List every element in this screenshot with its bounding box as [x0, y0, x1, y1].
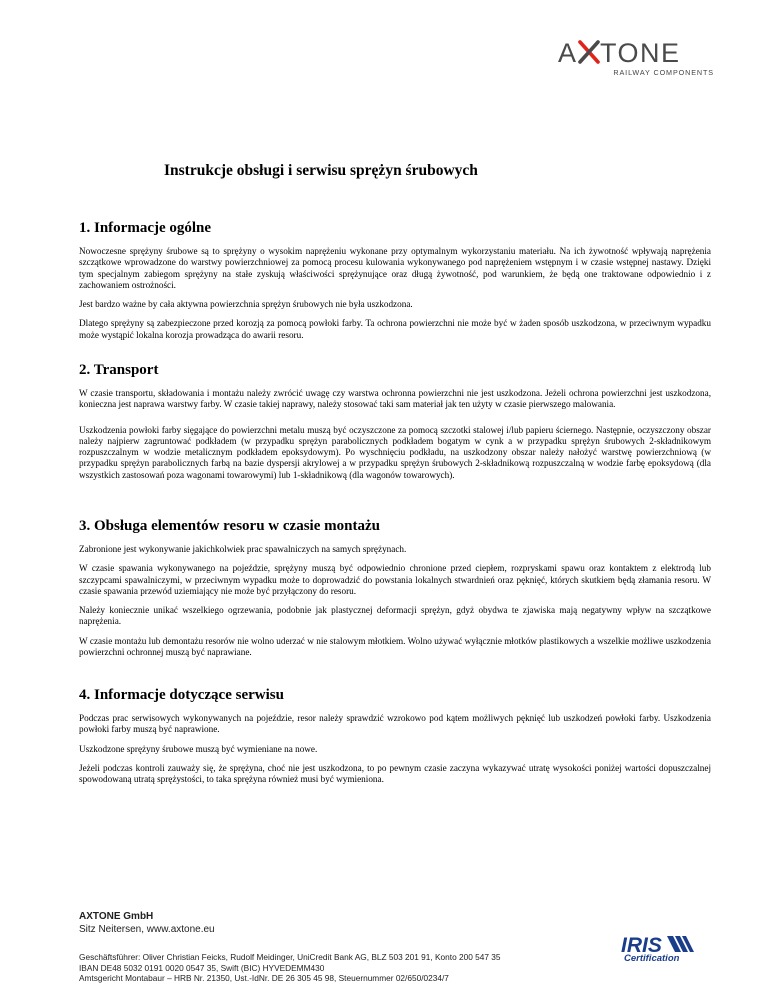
- paragraph: Jeżeli podczas kontroli zauważy się, że sprężyna, choć nie jest uszkodzona, to po pewnym czasie zaczyna wykazywać utratę wysokości poniżej wartości dopuszczalnej spowodowaną utratą sprężystości, to taka sprężyna również musi być wymieniona.: [79, 762, 711, 785]
- logo-x-mark: [580, 42, 598, 62]
- footer-legal-line: Amtsgericht Montabaur – HRB Nr. 21350, Ust.-IdNr. DE 26 305 45 98, Steuernummer 02/650/0234/7: [79, 973, 449, 983]
- paragraph: Uszkodzenia powłoki farby sięgające do powierzchni metalu muszą być oczyszczone za pomocą szczotki stalowej i/lub papieru ściernego. Następnie, oczyszczony obszar należy najpierw zagruntować podkładem (w przypadku sprężyn parabolicznych podkładem bogatym w cynk a w przypadku sprężyn śrubowych 2-składnikowym rozpuszczalnym w wodzie metalicznym podkładem epoksydowym). Po wyschnięciu podkładu, na uszkodzony obszar należy nałożyć warstwę powierzchniową (w przypadku sprężyn parabolicznych farbą na bazie dyspersji akrylowej a w przypadku sprężyn śrubowych 2-składnikową rozpuszczalną w wodzie farbę epoksydową (dla wszystkich zastosowań poza wagonami towarowymi) lub 1-składnikową (dla wagonów towarowych).: [79, 424, 711, 480]
- footer-company-seat: Sitz Neitersen, www.axtone.eu: [79, 924, 215, 935]
- paragraph: Jest bardzo ważne by cała aktywna powierzchnia sprężyn śrubowych nie była uszkodzona.: [79, 299, 413, 310]
- paragraph: Należy koniecznie unikać wszelkiego ogrzewania, podobnie jak plastycznej deformacji sprężyn, gdyż obydwa te zjawiska mają negatywny wpływ na szczątkowe naprężenia.: [79, 605, 711, 627]
- footer-legal-info: [79, 952, 619, 984]
- paragraph: W czasie montażu lub demontażu resorów nie wolno uderzać w nie stalowym młotkiem. Wolno używać wyłącznie młotków plastikowych a wszelkie możliwe uszkodzenia powierzchni ochronnej muszą być naprawiane.: [79, 635, 711, 658]
- logo-tagline: RAILWAY COMPONENTS: [613, 68, 714, 77]
- paragraph: Zabronione jest wykonywanie jakichkolwiek prac spawalniczych na samych sprężynach.: [79, 544, 407, 554]
- logo-letters-tone: TONE: [600, 38, 681, 66]
- footer-legal-line: IBAN DE48 5032 0191 0020 0547 35, Swift (BIC) HYVEDEMM430: [79, 962, 325, 973]
- paragraph: Nowoczesne sprężyny śrubowe są to sprężyny o wysokim naprężeniu wykonane przy optymalnym wykorzystaniu materiału. Na ich żywotność wpływają naprężenia szczątkowe wprowadzone do warstwy powierzchniowej za pomocą procesu kulowania wykonywanego pod naprężeniem wstępnym i w czasie wstępnej nastawy. Dzięki tym specjalnym zabiegom sprężyny na stałe zyskują właściwości sprężynujące oraz długą żywotność, pod warunkiem, że będą one traktowane odpowiednio i z zachowaniem ostrożności.: [79, 246, 711, 290]
- iris-certification-label: Certification: [624, 953, 680, 964]
- axtone-logo: [558, 38, 718, 78]
- footer-legal-line: Geschäftsführer: Oliver Christian Feicks, Rudolf Meidinger, UniCredit Bank AG, BLZ 503 201 91, Konto 200 547 35: [79, 952, 501, 962]
- section-transport: [79, 362, 711, 489]
- section-heading: 1. Informacje ogólne: [79, 220, 212, 236]
- iris-rail-stripes: [667, 936, 694, 952]
- section-heading: 2. Transport: [79, 362, 159, 378]
- footer-company-name: AXTONE GmbH: [79, 911, 154, 922]
- paragraph: Dlatego sprężyny są zabezpieczone przed korozją za pomocą powłoki farby. Ta ochrona powierzchni nie może być w żaden sposób uszkodzona, w przeciwnym wypadku może wystąpić lokalna korozja prowadząca do awarii resoru.: [79, 318, 711, 340]
- paragraph: Uszkodzone sprężyny śrubowe muszą być wymieniane na nowe.: [79, 743, 318, 754]
- axtone-wordmark: [558, 38, 718, 66]
- iris-wordmark: IRIS: [621, 934, 662, 957]
- iris-mark-icon: [615, 932, 715, 972]
- paragraph: W czasie transportu, składowania i montażu należy zwrócić uwagę czy warstwa ochronna powierzchni nie jest uszkodzona. Jeżeli ochrona powierzchni jest uszkodzona, konieczna jest naprawa warstwy farby. W czasie takiej naprawy, należy stosować taki sam materiał jak ten użyty w czasie pierwszego malowania.: [79, 388, 711, 410]
- section-heading: 3. Obsługa elementów resoru w czasie montażu: [79, 518, 380, 534]
- document-title: Instrukcje obsługi i serwisu sprężyn śrubowych: [164, 162, 478, 179]
- logo-letter-a: A: [558, 38, 578, 66]
- section-assembly-handling: [79, 518, 711, 666]
- paragraph: Podczas prac serwisowych wykonywanych na pojeździe, resor należy sprawdzić wzrokowo pod kątem możliwych pęknięć lub uszkodzeń powłoki farby. Uszkodzenia powłoki farby muszą być naprawione.: [79, 713, 711, 735]
- section-service-info: [79, 687, 711, 793]
- section-general-info: [79, 220, 711, 349]
- iris-certification-logo: [615, 932, 715, 972]
- paragraph: W czasie spawania wykonywanego na pojeździe, sprężyny muszą być odpowiednio chronione przed ciepłem, rozpryskami spawu oraz kontaktem z elektrodą lub szczypcami spawalniczymi, w przeciwnym wypadku może to doprowadzić do powstania lokalnych stwardnień oraz pęknięć, których skutkiem będą złamania resoru. W czasie spawania przewód uziemiający nie może być przyłączony do resoru.: [79, 563, 711, 596]
- section-heading: 4. Informacje dotyczące serwisu: [79, 687, 284, 703]
